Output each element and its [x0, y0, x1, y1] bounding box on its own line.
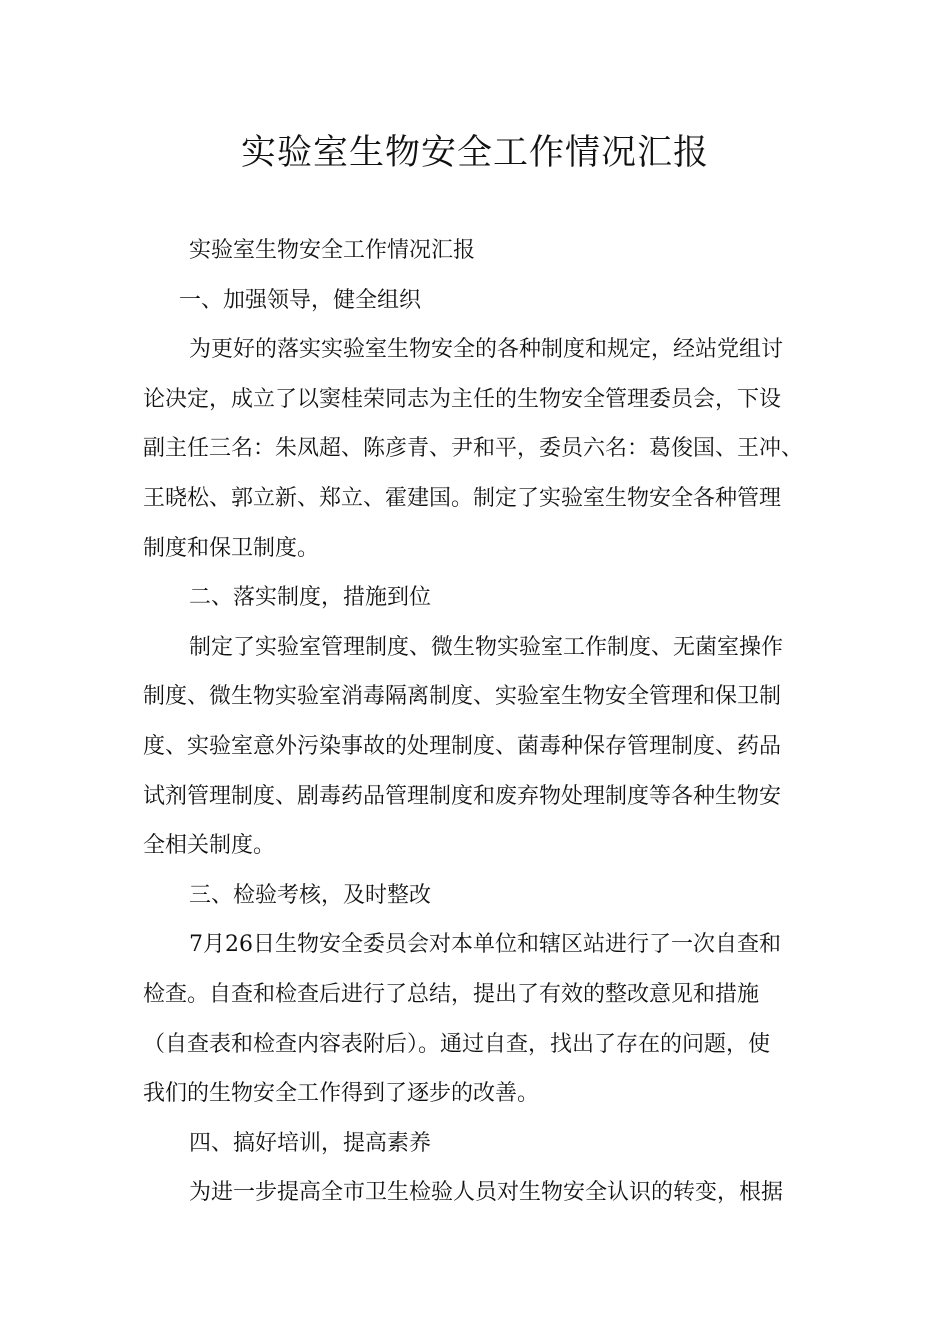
section-heading-1: 一、加强领导，健全组织 [179, 287, 422, 313]
paragraph-line: 度、实验室意外污染事故的处理制度、菌毒种保存管理制度、药品 [143, 733, 782, 759]
section-heading-2: 二、落实制度，措施到位 [189, 585, 432, 611]
section-heading-3: 三、检验考核，及时整改 [189, 882, 432, 908]
paragraph-line: 王晓松、郭立新、郑立、霍建国。制定了实验室生物安全各种管理 [143, 485, 782, 511]
paragraph-line: 为进一步提高全市卫生检验人员对生物安全认识的转变，根据 [189, 1180, 784, 1206]
paragraph-line: （自查表和检查内容表附后）。通过自查，找出了存在的问题，使 [143, 1031, 771, 1057]
paragraph-line: 论决定，成立了以窦桂荣同志为主任的生物安全管理委员会，下设 [143, 386, 782, 412]
paragraph-line: 全相关制度。 [143, 833, 276, 859]
document-title: 实验室生物安全工作情况汇报 [240, 133, 709, 173]
paragraph-line: 试剂管理制度、剧毒药品管理制度和废弃物处理制度等各种生物安 [143, 783, 782, 809]
paragraph-line: 制度和保卫制度。 [143, 535, 320, 561]
paragraph-line: 副主任三名：朱凤超、陈彦青、尹和平，委员六名：葛俊国、王冲、 [143, 436, 804, 462]
paragraph-line: 我们的生物安全工作得到了逐步的改善。 [143, 1081, 540, 1107]
body-line-subtitle: 实验室生物安全工作情况汇报 [189, 238, 476, 263]
document-body [143, 226, 815, 1218]
paragraph-line: 检查。自查和检查后进行了总结，提出了有效的整改意见和措施 [143, 981, 760, 1007]
paragraph-line: 7月26日生物安全委员会对本单位和辖区站进行了一次自查和 [189, 932, 781, 958]
paragraph-line: 制度、微生物实验室消毒隔离制度、实验室生物安全管理和保卫制 [143, 684, 782, 710]
section-heading-4: 四、搞好培训，提高素养 [189, 1130, 432, 1156]
paragraph-line: 为更好的落实实验室生物安全的各种制度和规定，经站党组讨 [189, 337, 784, 363]
paragraph-line: 制定了实验室管理制度、微生物实验室工作制度、无菌室操作 [189, 634, 784, 660]
